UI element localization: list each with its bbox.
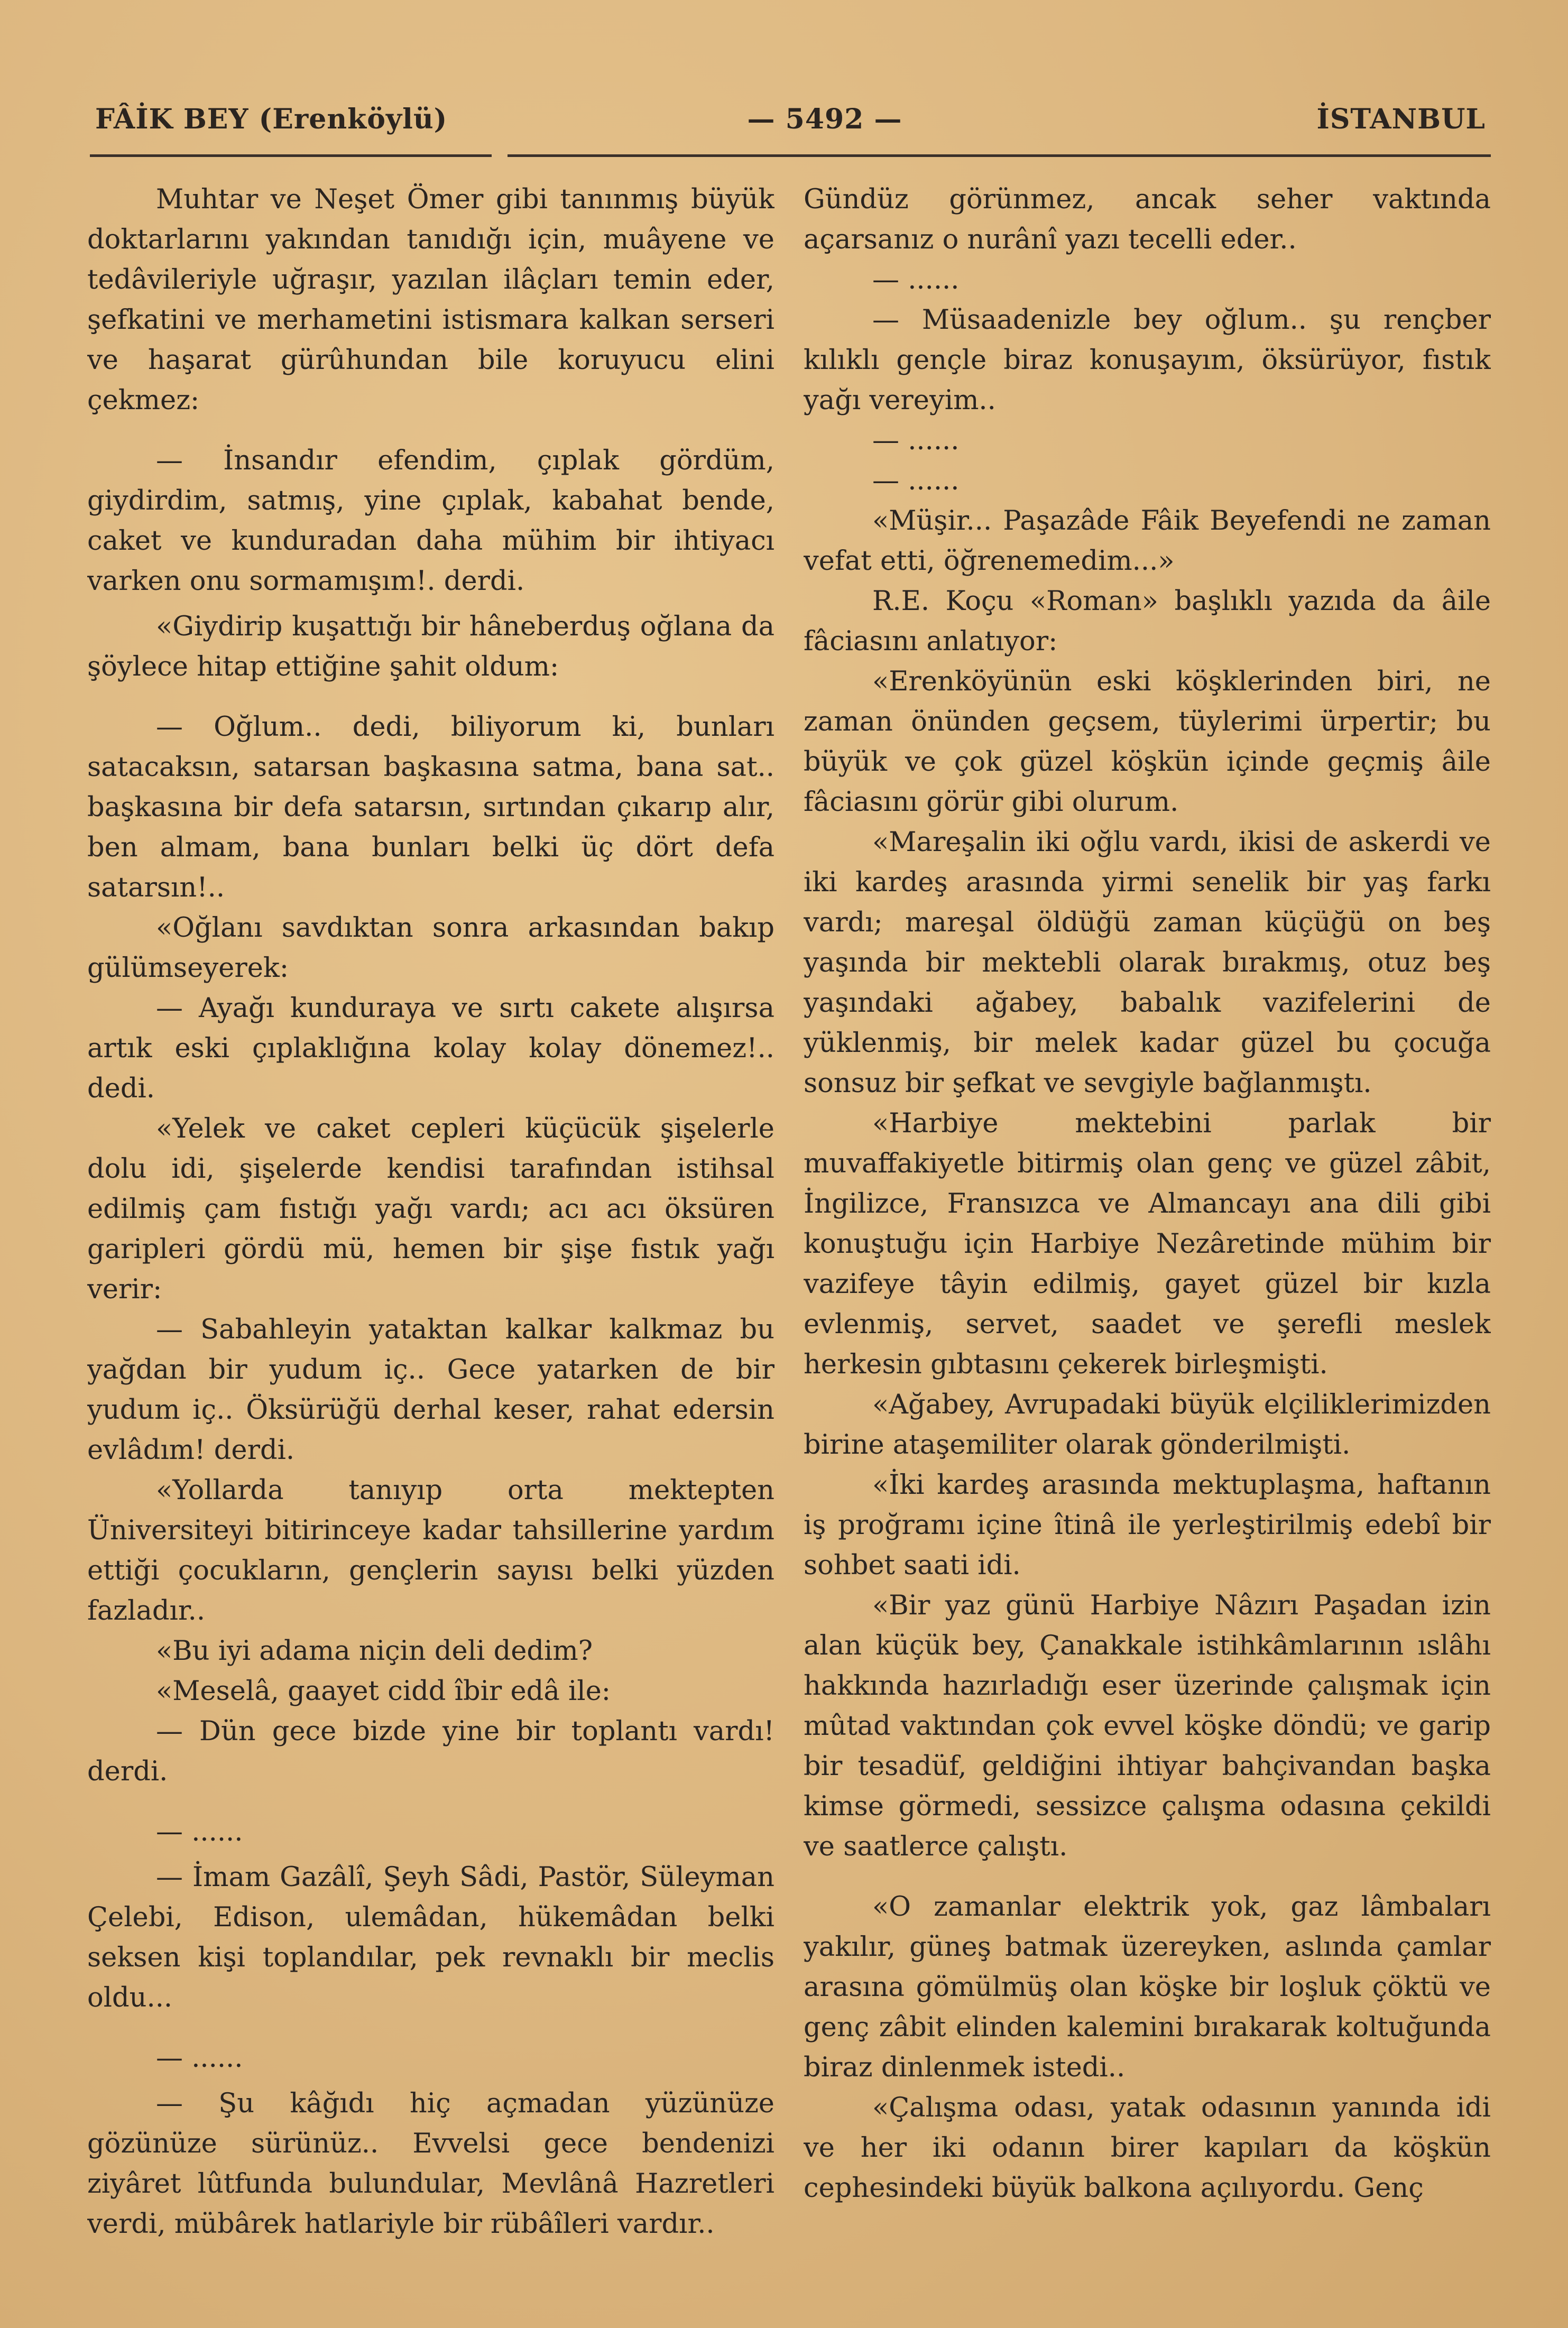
paragraph: «Oğlanı savdıktan sonra arkasından bakıp gülümseyerek:	[87, 912, 774, 984]
header-rule-right	[508, 154, 1491, 157]
paragraph: — Dün gece bizde yine bir toplantı vardı! derdi.	[87, 1716, 774, 1787]
paragraph: — ......	[872, 465, 960, 496]
paragraph: — ......	[872, 264, 960, 295]
paragraph: — Ayağı kunduraya ve sırtı cakete alışırsa artık eski çıplaklığına kolay kolay dönemez!.. dedi.	[87, 993, 774, 1104]
paragraph: — İmam Gazâlî, Şeyh Sâdi, Pastör, Süleyman Çelebi, Edison, ulemâdan, hükemâdan belki seksen kişi toplandılar, pek revnaklı bir meclis oldu...	[87, 1862, 774, 2013]
running-head-title: İSTANBUL	[1316, 103, 1486, 135]
paragraph: «Bu iyi adama niçin deli dedim?	[156, 1636, 593, 1667]
paragraph: «Çalışma odası, yatak odasının yanında idi ve her iki odanın birer kapıları da köşkün cephesindeki büyük balkona açılıyordu. Genç	[804, 2092, 1491, 2204]
paragraph: — Oğlum.. dedi, biliyorum ki, bunları satacaksın, satarsan başkasına satma, bana sat.. başkasına bir defa satarsın, sırtından çıkarıp alır, ben almam, bana bunları belki üç dört defa satarsın!..	[87, 712, 774, 903]
running-head-author: FÂİK BEY (Erenköylü)	[95, 103, 448, 135]
right-column	[804, 180, 1491, 2273]
paragraph: R.E. Koçu «Roman» başlıklı yazıda da âile fâciasını anlatıyor:	[804, 586, 1491, 657]
paragraph: «Giydirip kuşattığı bir hâneberduş oğlana da şöylece hitap ettiğine şahit oldum:	[87, 611, 774, 682]
paragraph: Muhtar ve Neşet Ömer gibi tanınmış büyük doktarlarını yakından tanıdığı için, muâyene ve tedâvileriyle uğraşır, yazılan ilâçları temin eder, şefkatini ve merhametini istismara kalkan serseri ve haşarat gürûhundan bile koruyucu elini çekmez:	[87, 184, 774, 416]
left-column	[87, 180, 774, 2273]
paragraph: «Mareşalin iki oğlu vardı, ikisi de askerdi ve iki kardeş arasında yirmi senelik bir yaş farkı vardı; mareşal öldüğü zaman küçüğü on beş yaşında bir mektebli olarak bırakmış, otuz beş yaşındaki ağabey, babalık vazifelerini de yüklenmiş, bir melek kadar güzel bu çocuğa sonsuz bir şefkat ve sevgiyle bağlanmıştı.	[804, 827, 1491, 1099]
paragraph: «O zamanlar elektrik yok, gaz lâmbaları yakılır, güneş batmak üzereyken, aslında çamlar arasına gömülmüş olan köşke bir loşluk çöktü ve genç zâbit elinden kalemini bırakarak koltuğunda biraz dinlenmek istedi..	[804, 1891, 1491, 2083]
paragraph: — ......	[156, 2043, 243, 2074]
header-rule-left	[90, 154, 492, 157]
paragraph: — Şu kâğıdı hiç açmadan yüzünüze gözünüze sürünüz.. Evvelsi gece bendenizi ziyâret lûtfunda bulundular, Mevlânâ Hazretleri verdi, mübârek hatlariyle bir rübâîleri vardır..	[87, 2088, 774, 2240]
paragraph: «Müşir... Paşazâde Fâik Beyefendi ne zaman vefat etti, öğrenemedim...»	[804, 505, 1491, 577]
paragraph: «Yollarda tanıyıp orta mektepten Üniversiteyi bitirinceye kadar tahsillerine yardım ettiği çocukların, gençlerin sayısı belki yüzden fazladır..	[87, 1475, 774, 1627]
paragraph: «Harbiye mektebini parlak bir muvaffakiyetle bitirmiş olan genç ve güzel zâbit, İngilizce, Fransızca ve Almancayı ana dili gibi konuştuğu için Harbiye Nezâretinde mühim bir vazifeye tâyin edilmiş, gayet güzel bir kızla evlenmiş, servet, saadet ve şerefli meslek herkesin gıbtasını çekerek birleşmişti.	[804, 1108, 1491, 1380]
paragraph: «Meselâ, gaayet cidd îbir edâ ile:	[156, 1676, 611, 1707]
paragraph: «Ağabey, Avrupadaki büyük elçiliklerimizden birine ataşemiliter olarak gönderilmişti.	[804, 1389, 1491, 1461]
paragraph: Gündüz görünmez, ancak seher vaktında açarsanız o nurânî yazı tecelli eder..	[804, 184, 1491, 255]
paragraph: — Sabahleyin yataktan kalkar kalkmaz bu yağdan bir yudum iç.. Gece yatarken de bir yudum iç.. Öksürüğü derhal keser, rahat edersin evlâdım! derdi.	[87, 1314, 774, 1466]
paragraph: — İnsandır efendim, çıplak gördüm, giydirdim, satmış, yine çıplak, kabahat bende, caket ve kunduradan daha mühim bir ihtiyacı varken onu sormamışım!. derdi.	[87, 445, 774, 597]
paragraph: «Yelek ve caket cepleri küçücük şişelerle dolu idi, şişelerde kendisi tarafından istihsal edilmiş çam fıstığı yağı vardı; acı acı öksüren garipleri gördü mü, hemen bir şişe fıstık yağı verir:	[87, 1113, 774, 1305]
page-number: — 5492 —	[747, 103, 902, 135]
paragraph: «Bir yaz günü Harbiye Nâzırı Paşadan izin alan küçük bey, Çanakkale istihkâmlarının ıslâhı hakkında hazırladığı eser üzerinde çalışmak için mûtad vaktından çok evvel köşke döndü; ve garip bir tesadüf, geldiğini ihtiyar bahçivandan başka kimse görmedi, sessizce çalışma odasına çekildi ve saatlerce çalıştı.	[804, 1590, 1491, 1862]
paragraph: «İki kardeş arasında mektuplaşma, haftanın iş proğramı içine îtinâ ile yerleştirilmiş edebî bir sohbet saati idi.	[804, 1470, 1491, 1581]
page-header	[85, 103, 1491, 151]
paragraph: «Erenköyünün eski köşklerinden biri, ne zaman önünden geçsem, tüylerimi ürpertir; bu büyük ve çok güzel köşkün içinde geçmiş âile fâciasını görür gibi olurum.	[804, 666, 1491, 818]
paragraph: — ......	[872, 425, 960, 456]
paragraph: — ......	[156, 1816, 243, 1847]
paragraph: — Müsaadenizle bey oğlum.. şu rençber kılıklı gençle biraz konuşayım, öksürüyor, fıstık yağı vereyim..	[804, 304, 1491, 416]
